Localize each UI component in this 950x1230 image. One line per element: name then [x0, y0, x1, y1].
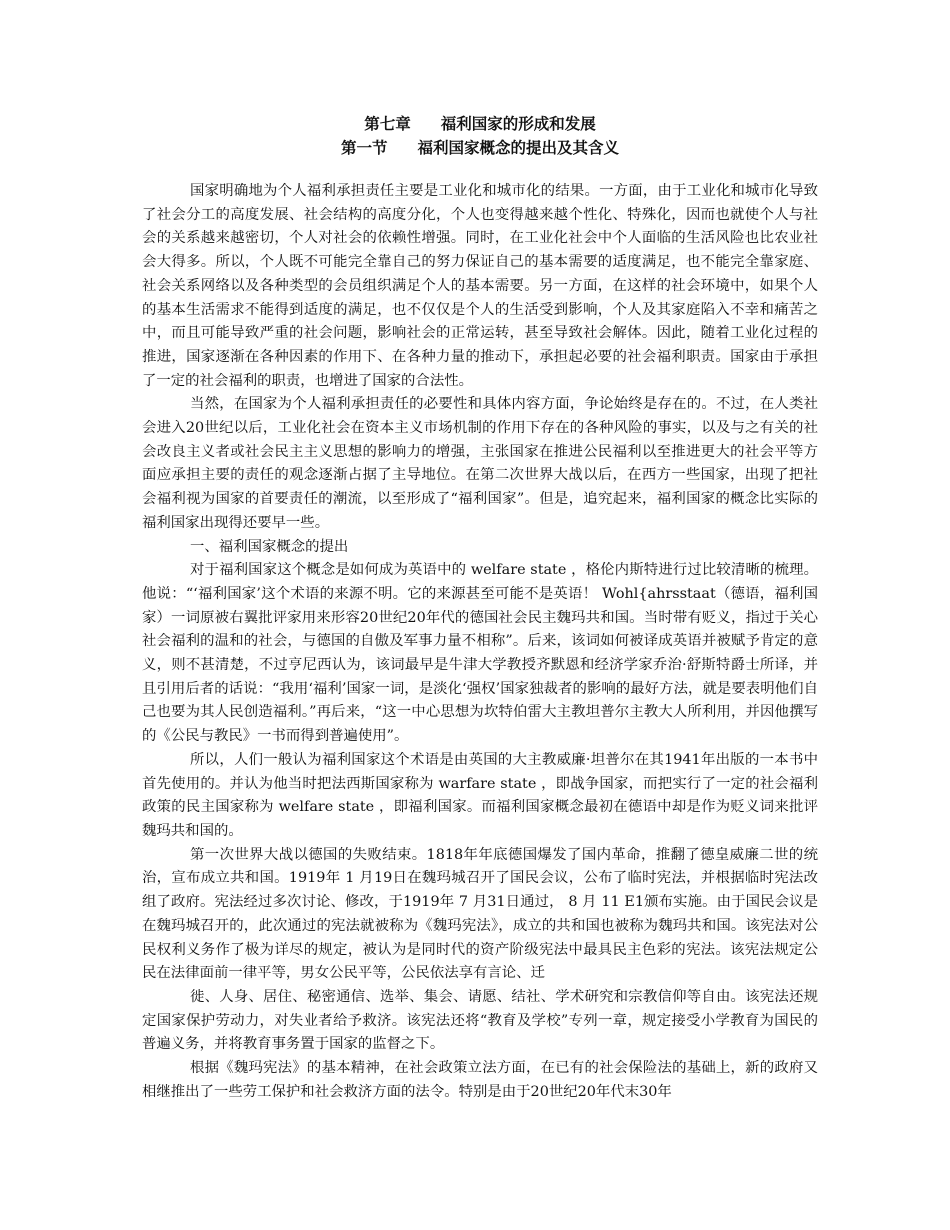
- chapter-name: 福利国家的形成和发展: [440, 115, 596, 133]
- section-number: 第一节: [340, 139, 388, 157]
- title-block: [142, 112, 818, 160]
- paragraph: 徙、人身、居住、秘密通信、选举、集会、请愿、结社、学术研究和宗教信仰等自由。该宪法还规定国家保护劳动力，对失业者给予救济。该宪法还将“教育及学校”专列一章，规定接受小学教育为国民的普遍义务，并将教育事务置于国家的监督之下。: [142, 988, 818, 1053]
- paragraph: 第一次世界大战以德国的失败结束。1818年年底德国爆发了国内革命，推翻了德皇威廉二世的统治，宣布成立共和国。1919年 1 月19日在魏玛城召开了国民会议，公布了临时宪法，并根据临时宪法改组了政府。宪法经过多次讨论、修改，于1919年 7 月31日通过， 8 月 11 E1颁布实施。由于国民会议是在魏玛城召开的，此次通过的宪法就被称为《魏玛宪法》，成立的共和国也被称为魏玛共和国。该宪法对公民权利义务作了极为详尽的规定，被认为是同时代的资产阶级宪法中最具民主色彩的宪法。该宪法规定公民在法律面前一律平等，男女公民平等，公民依法享有言论、迁: [142, 846, 818, 982]
- subsection-heading: 一、福利国家概念的提出: [190, 538, 349, 555]
- chapter-title: [142, 112, 818, 136]
- paragraph: 对于福利国家这个概念是如何成为英语中的 welfare state ，格伦内斯特进行过比较清晰的梳理。他说：“‘福利国家’这个术语的来源不明。它的来源甚至可能不是英语！ Wohl{ahrsstaat（德语，福利国家）一词原被右翼批评家用来形容20世纪20年代的德国社会民主魏玛共和国。当时带有贬义，指过于关心社会福利的温和的社会，与德国的自傲及军事力量不相称”。后来，该词如何被译成英语并被赋予肯定的意义，则不甚清楚，不过亨尼西认为，该词最早是牛津大学教授齐默恩和经济学家乔治·舒斯特爵士所译，并且引用后者的话说：“我用‘福利’国家一词，是淡化‘强权’国家独裁者的影响的最好方法，就是要表明他们自己也要为其人民创造福利。”再后来，“这一中心思想为坎特伯雷大主教坦普尔主教大人所利用，并因他撰写的《公民与教民》一书而得到普遍使用”。: [142, 562, 818, 745]
- document-page: [142, 112, 818, 1104]
- chapter-number: 第七章: [364, 115, 411, 133]
- section-name: 福利国家概念的提出及其含义: [417, 139, 620, 157]
- paragraph: 根据《魏玛宪法》的基本精神，在社会政策立法方面，在已有的社会保险法的基础上，新的政府又相继推出了一些劳工保护和社会救济方面的法令。特别是由于20世纪20年代末30年: [142, 1060, 818, 1100]
- paragraph: 当然，在国家为个人福利承担责任的必要性和具体内容方面，争论始终是存在的。不过，在人类社会进入20世纪以后，工业化社会在资本主义市场机制的作用下存在的各种风险的事实，以及与之有关的社会改良主义者或社会民主主义思想的影响力的增强，主张国家在推进公民福利以至推进更大的社会平等方面应承担主要的责任的观念逐渐占据了主导地位。在第二次世界大战以后，在西方一些国家，出现了把社会福利视为国家的首要责任的潮流，以至形成了“福利国家”。但是，追究起来，福利国家的概念比实际的福利国家出现得还要早一些。: [142, 396, 818, 531]
- paragraph: 所以，人们一般认为福利国家这个术语是由英国的大主教威廉·坦普尔在其1941年出版的一本书中首先使用的。并认为他当时把法西斯国家称为 warfare state ，即战争国家，而把实行了一定的社会福利政策的民主国家称为 welfare state ，即福利国家。而福利国家概念最初在德语中却是作为贬义词来批评魏玛共和国的。: [142, 751, 818, 839]
- section-title: [142, 136, 818, 160]
- paragraph: 国家明确地为个人福利承担责任主要是工业化和城市化的结果。一方面，由于工业化和城市化导致了社会分工的高度发展、社会结构的高度分化，个人也变得越来越个性化、特殊化，因而也就使个人与社会的关系越来越密切，个人对社会的依赖性增强。同时，在工业化社会中个人面临的生活风险也比农业社会大得多。所以，个人既不可能完全靠自己的努力保证自己的基本需要的适度满足，也不能完全靠家庭、社会关系网络以及各种类型的会员组织满足个人的基本需要。另一方面，在这样的社会环境中，如果个人的基本生活需求不能得到适度的满足，也不仅仅是个人的生活受到影响，个人及其家庭陷入不幸和痛苦之中，而且可能导致严重的社会问题，影响社会的正常运转，甚至导致社会解体。因此，随着工业化过程的推进，国家逐渐在各种因素的作用下、在各种力量的推动下，承担起必要的社会福利职责。国家由于承担了一定的社会福利的职责，也增进了国家的合法性。: [142, 183, 818, 389]
